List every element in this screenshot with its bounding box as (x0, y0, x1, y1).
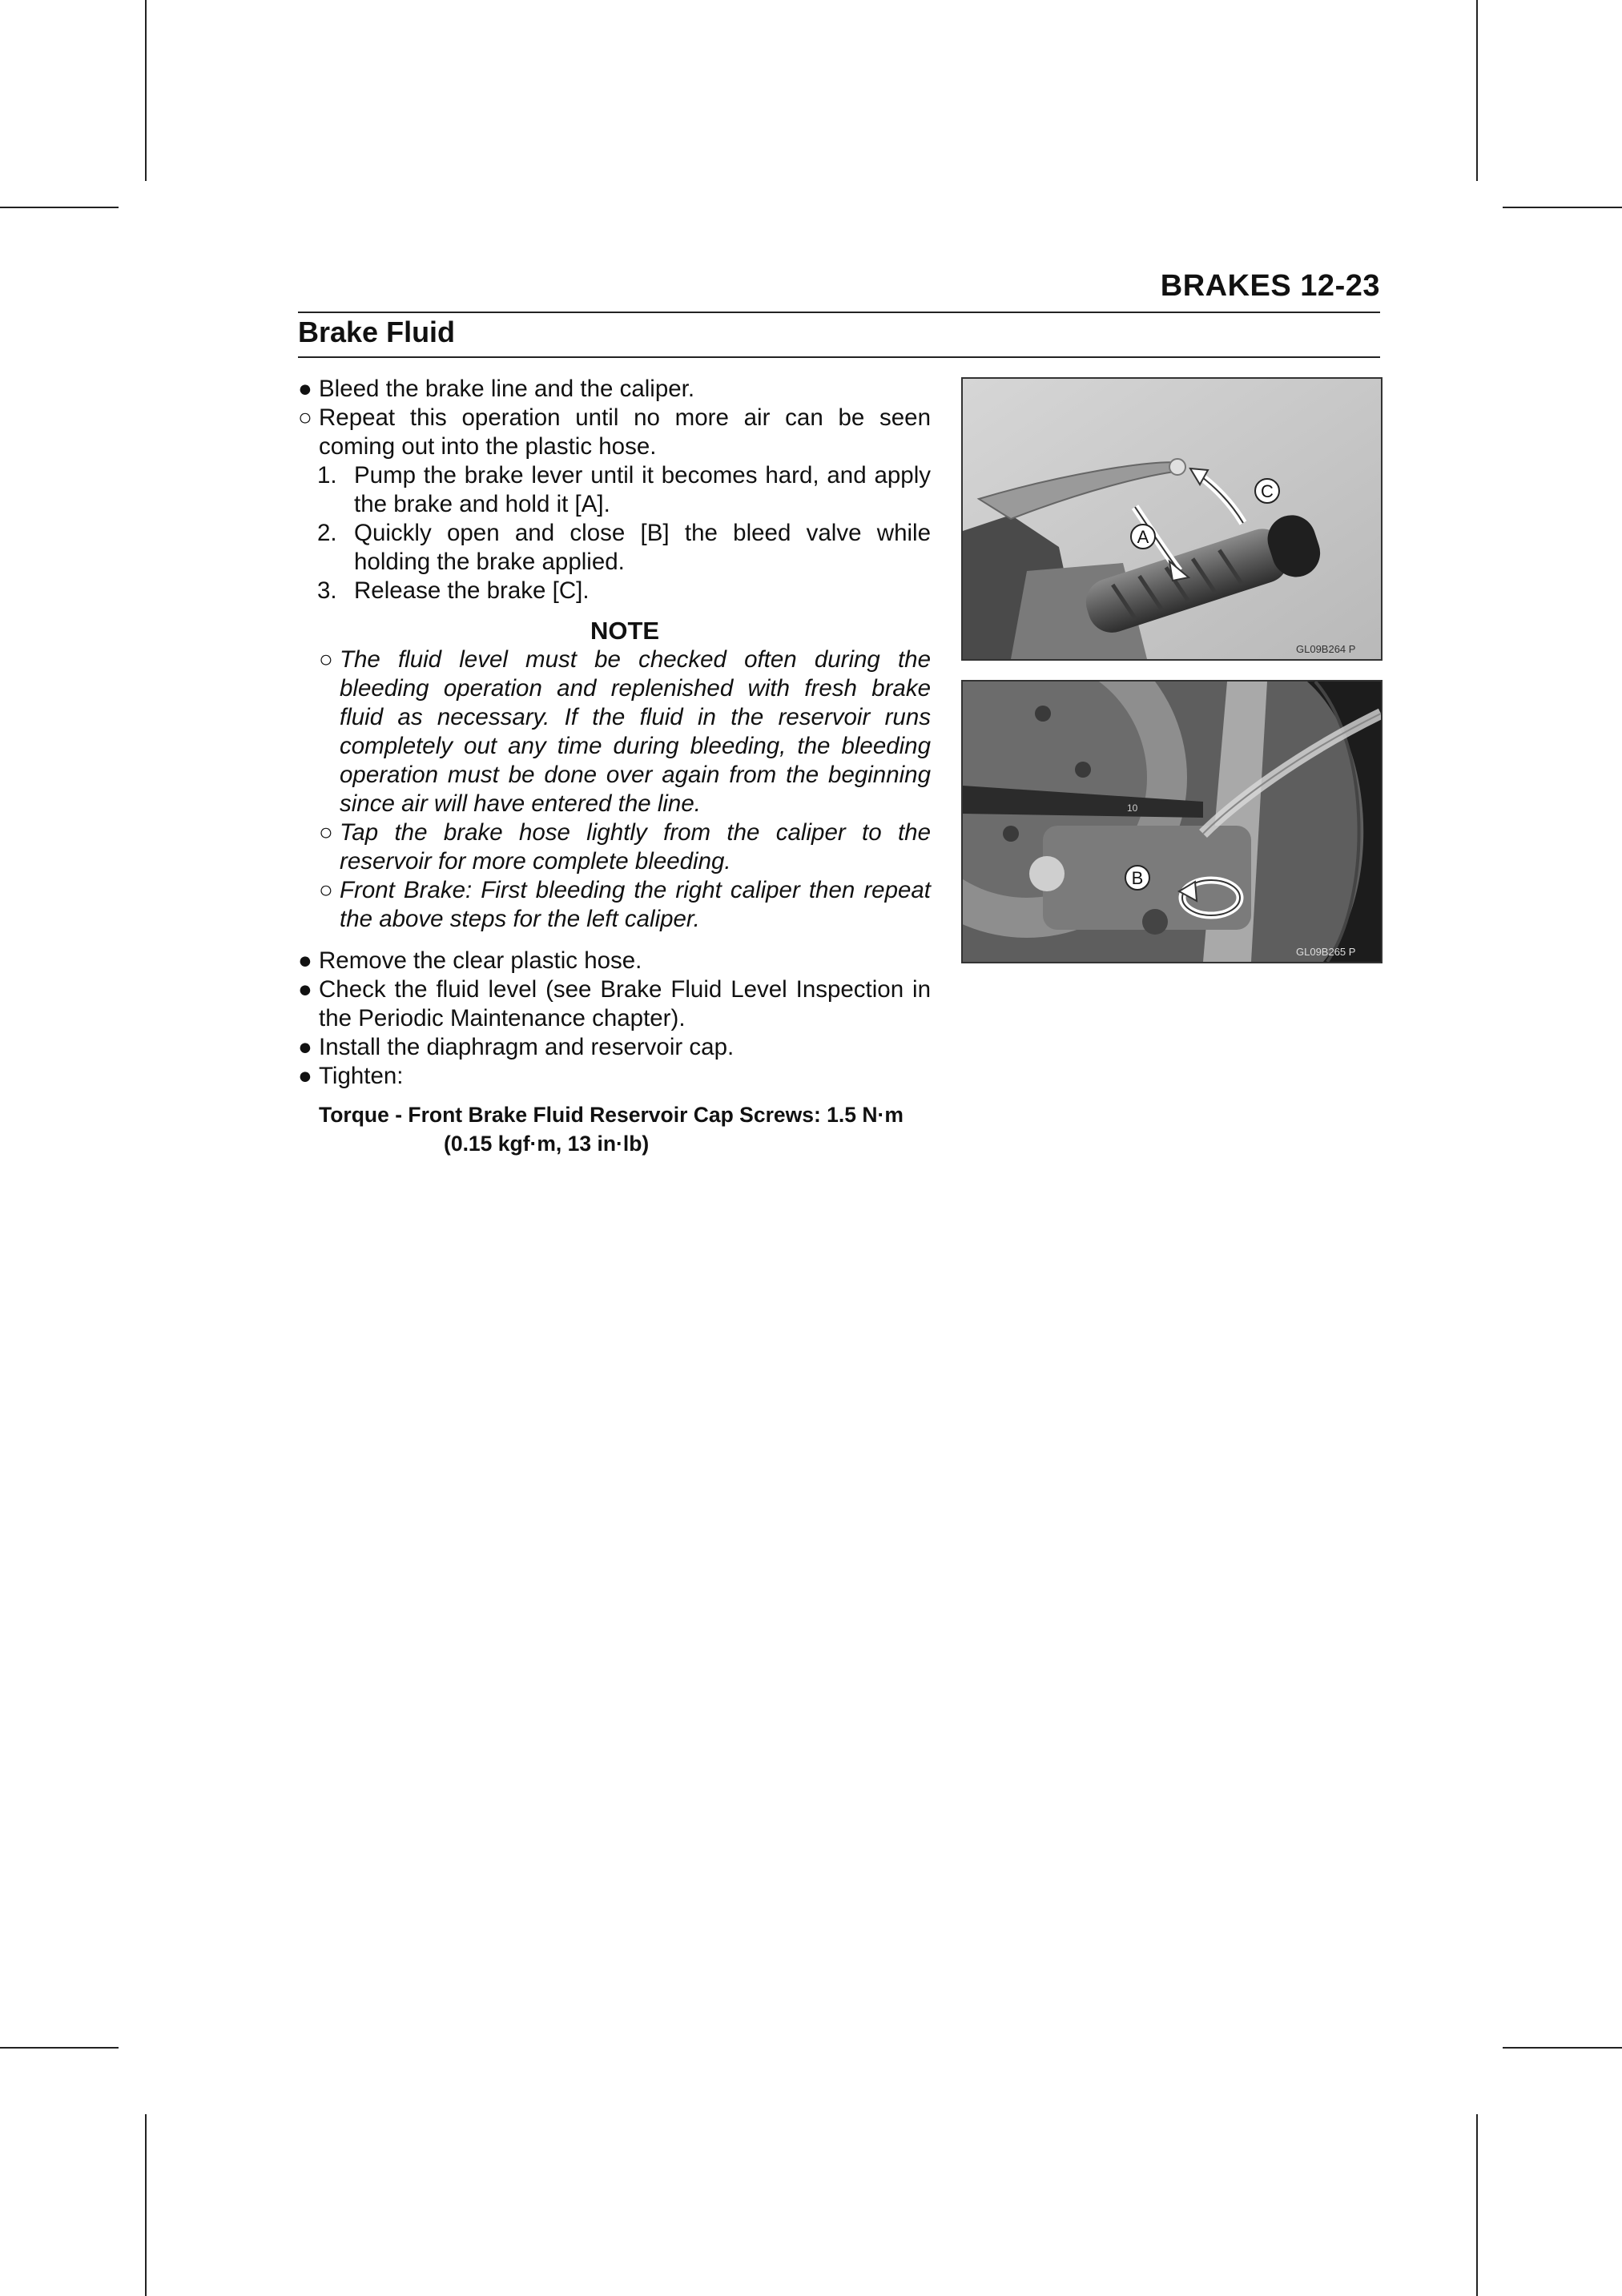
bullet-marker: ● (298, 1034, 312, 1060)
figure-code: GL09B265 P (1296, 946, 1356, 958)
section-title: Brake Fluid (298, 316, 456, 348)
numbered-step (298, 519, 931, 577)
page-header-title: BRAKES 12-23 (1160, 269, 1380, 303)
bullet-marker: ● (298, 1063, 312, 1089)
instruction-bullet (298, 975, 931, 1033)
note-text: The fluid level must be checked often during the bleeding operation and replenished with fresh brake fluid as necessary. If the fluid in the reservoir runs completely out any time during bleeding, the bleeding operation must be done over again from the beginning since air will have entered the line. (340, 646, 931, 817)
torque-line: (0.15 kgf·m, 13 in·lb) (444, 1132, 650, 1156)
brake-lever-photo (963, 379, 1381, 659)
section-rule (298, 356, 1380, 358)
header-rule (298, 312, 1380, 313)
note-text: Front Brake: First bleeding the right caliper then repeat the above steps for the left caliper. (340, 877, 931, 932)
instruction-text: Bleed the brake line and the caliper. (319, 376, 695, 402)
crop-mark (1503, 207, 1622, 208)
step-text: Release the brake [C]. (354, 577, 590, 604)
circle-marker: ○ (319, 646, 333, 673)
figure-bleed-valve (961, 680, 1383, 963)
step-number: 3. (317, 577, 337, 604)
step-text: Quickly open and close [B] the bleed valve while holding the brake applied. (354, 520, 931, 575)
circle-marker: ○ (319, 819, 333, 846)
instruction-text: Check the fluid level (see Brake Fluid Level Inspection in the Periodic Maintenance chapter). (319, 976, 931, 1031)
callout-a-label: A (1137, 527, 1149, 547)
instruction-text: Install the diaphragm and reservoir cap. (319, 1034, 735, 1060)
instruction-text: Remove the clear plastic hose. (319, 947, 642, 974)
torque-line: Torque - Front Brake Fluid Reservoir Cap Screws: 1.5 N·m (319, 1103, 904, 1127)
note-item (298, 818, 931, 876)
figure-brake-lever (961, 377, 1383, 661)
instruction-bullet (298, 947, 931, 975)
numbered-step (298, 461, 931, 519)
note-item (298, 645, 931, 818)
crop-mark (0, 2047, 119, 2049)
instruction-text: Repeat this operation until no more air can be seen coming out into the plastic hose. (319, 404, 931, 460)
figure-code: GL09B264 P (1296, 643, 1356, 655)
instruction-subpoint (298, 404, 931, 461)
crop-mark (145, 0, 147, 181)
wrench-size-label: 10 (1127, 802, 1138, 814)
crop-mark (0, 207, 119, 208)
numbered-step (298, 577, 931, 605)
instruction-column (298, 375, 931, 1158)
bullet-marker: ● (298, 976, 312, 1003)
note-heading: NOTE (590, 617, 660, 645)
callout-c-label: C (1261, 481, 1274, 501)
bleed-valve-photo (963, 682, 1381, 962)
circle-marker: ○ (319, 877, 333, 903)
step-number: 2. (317, 520, 337, 546)
step-number: 1. (317, 462, 337, 489)
crop-mark (145, 2114, 147, 2296)
crop-mark (1476, 2114, 1478, 2296)
crop-mark (1503, 2047, 1622, 2049)
note-text: Tap the brake hose lightly from the caliper to the reservoir for more complete bleeding. (340, 819, 931, 875)
torque-spec (298, 1100, 931, 1158)
step-text: Pump the brake lever until it becomes hard, and apply the brake and hold it [A]. (354, 462, 931, 517)
instruction-bullet (298, 1033, 931, 1062)
instruction-bullet (298, 1062, 931, 1091)
crop-mark (1476, 0, 1478, 181)
instruction-text: Tighten: (319, 1063, 404, 1089)
callout-b-label: B (1131, 868, 1144, 888)
instruction-bullet (298, 375, 931, 404)
circle-marker: ○ (298, 404, 312, 431)
bullet-marker: ● (298, 376, 312, 402)
bullet-marker: ● (298, 947, 312, 974)
note-item (298, 876, 931, 934)
